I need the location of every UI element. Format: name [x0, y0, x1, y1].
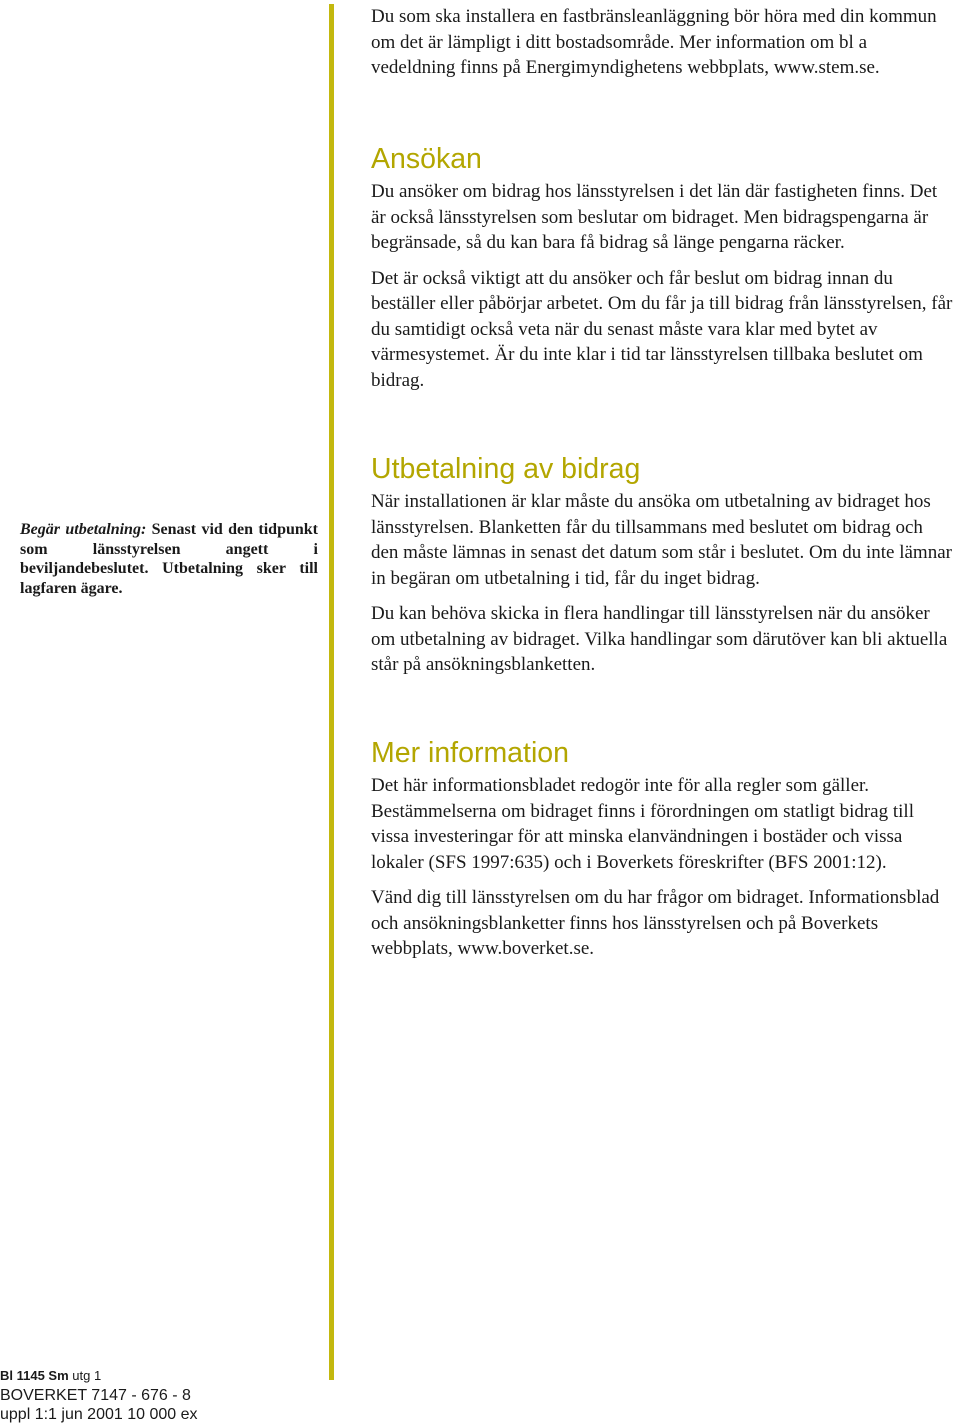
section-ansokan: [371, 142, 955, 403]
sidenote-text: Senast vid den tidpunkt som länsstyrelsen angett i beviljandebeslutet. Utbetalning sker till lagfaren ägare.: [20, 521, 318, 597]
mer-information-paragraph-2: Vänd dig till länsstyrelsen om du har frågor om bidraget. Informationsblad och ansökningsblanketter finns hos länsstyrelsen och på Boverkets webbplats, www.boverket.se.: [371, 887, 940, 959]
footer-print-line: uppl 1:1 jun 2001 10 000 ex: [0, 1406, 198, 1423]
sidenote-lead: Begär utbetalning:: [20, 521, 147, 538]
vertical-accent-rule: [329, 4, 334, 1380]
heading-utbetalning: Utbetalning av bidrag: [371, 453, 641, 485]
footer-edition: utg 1: [68, 1368, 102, 1383]
section-mer-information: [371, 736, 955, 972]
footer-code: Bl 1145 Sm: [0, 1368, 69, 1383]
publication-footer: [0, 1366, 300, 1424]
section-utbetalning: [371, 452, 955, 688]
utbetalning-paragraph-1: När installationen är klar måste du ansöka om utbetalning av bidraget hos länsstyrelsen. Blanketten får du tillsammans med beslutet om bidrag och den måste lämnas in senast det datum som står i beslutet. Om du inte lämnar in begäran om utbetalning i tid, får du inget bidrag.: [371, 491, 952, 589]
intro-section: [371, 4, 955, 91]
intro-paragraph: Du som ska installera en fastbränsleanläggning bör höra med din kommun om det är lämpligt i ditt bostadsområde. Mer information om bl a vedeldning finns på Energimyndighetens webbplats, www.stem.se.: [371, 6, 937, 78]
footer-code-line: [0, 1366, 300, 1386]
ansokan-paragraph-1: Du ansöker om bidrag hos länsstyrelsen i det län där fastigheten finns. Det är också länsstyrelsen som beslutar om bidraget. Men bidragspengarna är begränsade, så du kan bara få bidrag så länge pengarna räcker.: [371, 181, 938, 253]
utbetalning-paragraph-2: Du kan behöva skicka in flera handlingar till länsstyrelsen när du ansöker om utbetalning av bidraget. Vilka handlingar som därutöver kan bli aktuella står på ansökningsblanketten.: [371, 603, 948, 675]
ansokan-paragraph-2: Det är också viktigt att du ansöker och får beslut om bidrag innan du beställer eller påbörjar arbetet. Om du får ja till bidrag från länsstyrelsen, får du samtidigt också veta när du senast måste vara klar med bytet av värmesystemet. Är du inte klar i tid tar länsstyrelsen tillbaka beslutet om bidrag.: [371, 267, 953, 391]
heading-mer-information: Mer information: [371, 737, 569, 769]
heading-ansokan: Ansökan: [371, 143, 482, 175]
mer-information-paragraph-1: Det här informationsbladet redogör inte för alla regler som gäller. Bestämmelserna om bidraget finns i förordningen om statligt bidrag till vissa investeringar för att minska elanvändningen i bostäder och vissa lokaler (SFS 1997:635) och i Boverkets föreskrifter (BFS 2001:12).: [371, 775, 914, 873]
sidenote-payment: [20, 520, 318, 598]
footer-publisher-line: BOVERKET 7147 - 676 - 8: [0, 1387, 191, 1404]
